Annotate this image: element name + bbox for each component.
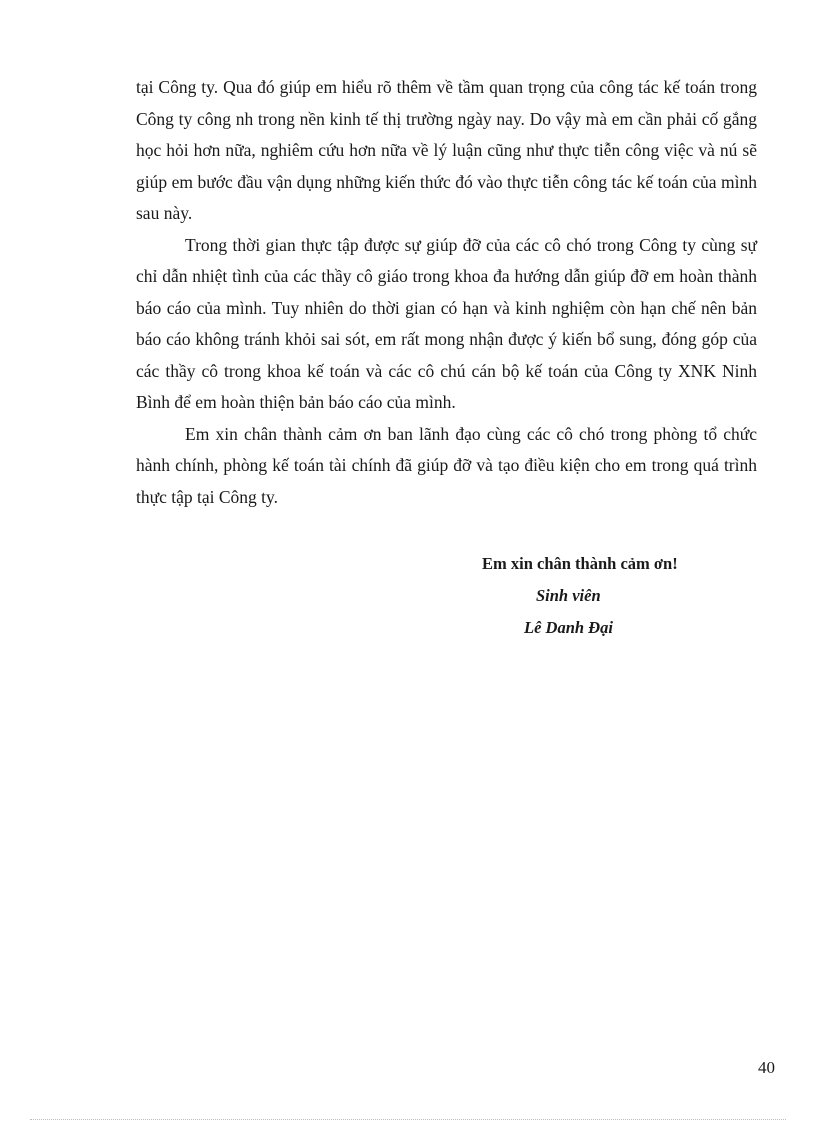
signer-name: Lê Danh Đại [524, 618, 613, 637]
page-number: 40 [758, 1058, 775, 1077]
paragraph-continuation: tại Công ty. Qua đó giúp em hiểu rõ thêm về tầm quan trọng của công tác kế toán trong Công ty công nh trong nền kinh tế thị trường ngày nay. Do vậy mà em cần phải cố gắng học hỏi hơn nữa, nghiêm cứu hơn nữa về lý luận cũng như thực tiễn công việc và nú sẽ giúp em bước đầu vận dụng những kiến thức đó vào thực tiễn công tác kế toán của mình sau này. [136, 77, 757, 223]
signer-role: Sinh viên [536, 586, 601, 605]
paragraph-internship-thanks: Trong thời gian thực tập được sự giúp đỡ của các cô chó trong Công ty cùng sự chỉ dẫn nhiệt tình của các thầy cô giáo trong khoa đa hướng dẫn giúp đỡ em hoàn thành báo cáo của mình. Tuy nhiên do thời gian có hạn và kinh nghiệm còn hạn chế nên bản báo cáo không tránh khỏi sai sót, em rất mong nhận được ý kiến bổ sung, đóng góp của các thầy cô trong khoa kế toán và các cô chú cán bộ kế toán của Công ty XNK Ninh Bình để em hoàn thiện bản báo cáo của mình. [136, 234, 757, 412]
closing-thanks: Em xin chân thành cảm ơn! [482, 554, 678, 573]
body-text [136, 72, 757, 513]
footer-divider [30, 1119, 786, 1120]
paragraph-management-thanks: Em xin chân thành cảm ơn ban lãnh đạo cùng các cô chó trong phòng tổ chức hành chính, phòng kế toán tài chính đã giúp đỡ và tạo điều kiện cho em trong quá trình thực tập tại Công ty. [136, 423, 757, 507]
